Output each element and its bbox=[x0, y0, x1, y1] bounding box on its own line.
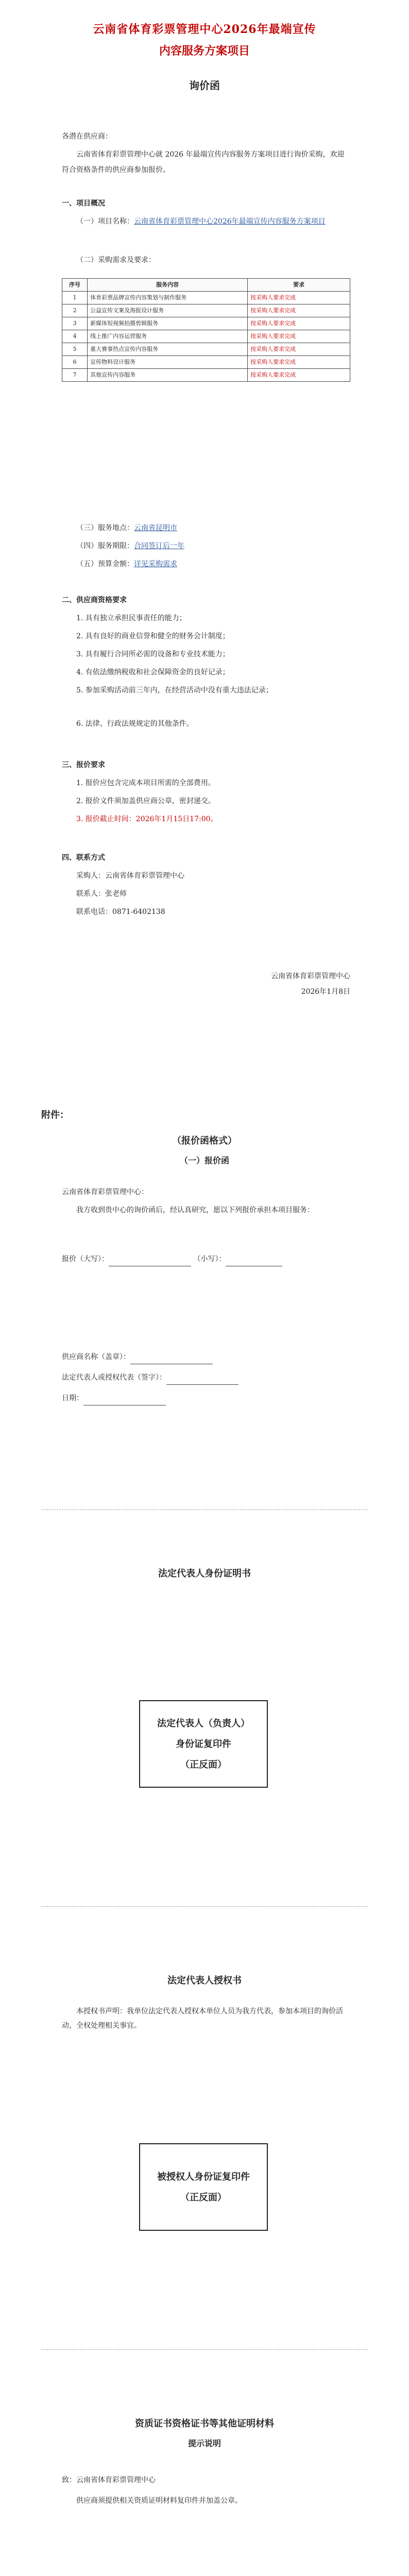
table-row bbox=[62, 304, 350, 317]
section-divider bbox=[41, 2349, 368, 2350]
row-name: 体育彩票品牌宣传内容策划与制作服务 bbox=[88, 292, 248, 304]
attachment-form-title: （报价函格式） bbox=[172, 1136, 237, 1146]
row-req: 按采购人要求完成 bbox=[248, 330, 350, 343]
qual-section-subtitle: 提示说明 bbox=[188, 2438, 221, 2448]
auth-box-line: （正反面） bbox=[180, 2192, 227, 2203]
attachment-head: 附件： bbox=[41, 1110, 69, 1121]
price-uppercase-field[interactable] bbox=[109, 1256, 191, 1266]
form-date-line bbox=[62, 1391, 350, 1405]
id-section-title: 法定代表人身份证明书 bbox=[158, 1568, 251, 1579]
form-supplier-line bbox=[62, 1350, 350, 1364]
table-row bbox=[62, 369, 350, 382]
budget-value: 详见采购需求 bbox=[134, 560, 177, 568]
row-req: 按采购人要求完成 bbox=[248, 343, 350, 356]
service-period-value: 合同签订后一年 bbox=[134, 542, 184, 550]
qualification-item: 1. 具有独立承担民事责任的能力； bbox=[76, 614, 186, 622]
project-name-line bbox=[62, 214, 350, 229]
row-no: 3 bbox=[62, 317, 88, 330]
form-supplier-label: 供应商名称（盖章）： bbox=[62, 1353, 130, 1361]
service-period-prefix: （四）服务期限： bbox=[76, 542, 134, 550]
id-box-line: 身份证复印件 bbox=[176, 1739, 231, 1750]
service-location bbox=[62, 520, 350, 536]
form-price-label: 报价（大写）： bbox=[62, 1255, 109, 1263]
row-name: 重大赛事热点宣传内容服务 bbox=[88, 343, 248, 356]
auth-id-copy-box bbox=[139, 2143, 268, 2231]
salutation: 各潜在供应商： bbox=[62, 132, 112, 141]
row-name: 线上推广内容运营服务 bbox=[88, 330, 248, 343]
table-header-name: 服务内容 bbox=[88, 279, 248, 292]
row-req: 按采购人要求完成 bbox=[248, 292, 350, 304]
id-box-line: 法定代表人（负责人） bbox=[157, 1718, 250, 1729]
quote-requirements-label: 三、报价要求 bbox=[62, 761, 105, 769]
row-req: 按采购人要求完成 bbox=[248, 356, 350, 369]
requirements-table bbox=[62, 278, 350, 382]
form-body: 我方收到贵中心的询价函后，经认真研究，愿以下列报价承担本项目服务： bbox=[76, 1206, 314, 1214]
qual-line: 供应商须提供相关资质证明材料复印件并加盖公章。 bbox=[76, 2497, 242, 2505]
document-header bbox=[0, 21, 409, 92]
contact-person: 联系人：张老师 bbox=[76, 890, 127, 898]
auth-body: 本授权书声明：我单位法定代表人授权本单位人员为我方代表，参加本项目的询价活动，全权处理相关事宜。 bbox=[62, 2007, 343, 2030]
table-row bbox=[62, 343, 350, 356]
contact-buyer: 采购人：云南省体育彩票管理中心 bbox=[76, 872, 184, 880]
section-project-label: 一、项目概况 bbox=[62, 199, 105, 208]
id-box-line: （正反面） bbox=[180, 1759, 227, 1770]
rep-signature-field[interactable] bbox=[166, 1374, 238, 1385]
row-no: 2 bbox=[62, 304, 88, 317]
table-row bbox=[62, 317, 350, 330]
row-no: 1 bbox=[62, 292, 88, 304]
form-rep-line bbox=[62, 1370, 350, 1385]
document-kind: 询价函 bbox=[189, 79, 220, 92]
project-name: 云南省体育彩票管理中心2026年最端宣传内容服务方案项目 bbox=[134, 217, 326, 226]
qualification-label: 二、供应商资格要求 bbox=[62, 596, 127, 604]
auth-section-title: 法定代表人授权书 bbox=[167, 1975, 242, 1986]
form-addressee: 云南省体育彩票管理中心： bbox=[62, 1188, 148, 1196]
row-name: 宣传物料设计服务 bbox=[88, 356, 248, 369]
auth-box-line: 被授权人身份证复印件 bbox=[157, 2172, 250, 2182]
supplier-name-field[interactable] bbox=[130, 1353, 213, 1364]
quote-requirement-item: 2. 报价文件须加盖供应商公章，密封递交。 bbox=[76, 797, 215, 805]
row-no: 5 bbox=[62, 343, 88, 356]
quote-requirement-item: 3. 报价截止时间：2026年1月15日17:00。 bbox=[76, 815, 218, 823]
table-row bbox=[62, 292, 350, 304]
intro-body: 云南省体育彩票管理中心就 2026 年最端宣传内容服务方案项目进行询价采购，欢迎符合资格条件的供应商参加报价。 bbox=[62, 150, 345, 174]
qual-line: 致：云南省体育彩票管理中心 bbox=[62, 2476, 156, 2484]
row-req: 按采购人要求完成 bbox=[248, 304, 350, 317]
qualification-item: 3. 具有履行合同所必需的设备和专业技术能力； bbox=[76, 650, 230, 658]
table-header-req: 要求 bbox=[248, 279, 350, 292]
date-field[interactable] bbox=[83, 1395, 166, 1405]
form-price-line bbox=[62, 1252, 350, 1266]
signature-date: 2026年1月8日 bbox=[301, 988, 350, 996]
signature-org: 云南省体育彩票管理中心 bbox=[271, 972, 350, 980]
row-name: 其他宣传内容服务 bbox=[88, 369, 248, 382]
row-req: 按采购人要求完成 bbox=[248, 369, 350, 382]
form-rep-label: 法定代表人或授权代表（签字）： bbox=[62, 1374, 166, 1382]
row-no: 4 bbox=[62, 330, 88, 343]
form-price-small-label: （小写）： bbox=[193, 1255, 226, 1263]
document-title: 云南省体育彩票管理中心2026年最端宣传 bbox=[93, 23, 316, 36]
row-no: 7 bbox=[62, 369, 88, 382]
table-row bbox=[62, 330, 350, 343]
contact-phone: 联系电话：0871-6402138 bbox=[76, 908, 165, 916]
table-header-row bbox=[62, 279, 350, 292]
id-card-copy-box bbox=[139, 1700, 268, 1788]
qualification-item: 4. 有依法缴纳税收和社会保障资金的良好记录； bbox=[76, 668, 230, 676]
row-no: 6 bbox=[62, 356, 88, 369]
qualification-item: 6. 法律、行政法规规定的其他条件。 bbox=[76, 720, 194, 728]
service-location-prefix: （三）服务地点： bbox=[76, 524, 134, 532]
service-period bbox=[62, 538, 350, 554]
document-subtitle: 内容服务方案项目 bbox=[159, 44, 250, 58]
quote-requirement-item: 1. 报价应包含完成本项目所需的全部费用。 bbox=[76, 779, 215, 787]
form-date-label: 日期： bbox=[62, 1394, 83, 1402]
attachment-form-subtitle: （一）报价函 bbox=[179, 1156, 229, 1165]
budget bbox=[62, 556, 350, 572]
table-row bbox=[62, 356, 350, 369]
qualification-item: 2. 具有良好的商业信誉和健全的财务会计制度； bbox=[76, 632, 230, 640]
qualification-item: 5. 参加采购活动前三年内，在经营活动中没有重大违法记录； bbox=[76, 686, 273, 694]
budget-prefix: （五）预算金额： bbox=[76, 560, 134, 568]
row-req: 按采购人要求完成 bbox=[248, 317, 350, 330]
row-name: 新媒体短视频拍摄剪辑服务 bbox=[88, 317, 248, 330]
qual-section-title: 资质证书资格证书等其他证明材料 bbox=[135, 2418, 274, 2429]
requirement-label: （二）采购需求及要求： bbox=[76, 256, 156, 264]
service-location-value: 云南省昆明市 bbox=[134, 524, 177, 532]
project-name-prefix: （一）项目名称： bbox=[76, 217, 134, 226]
contact-label: 四、联系方式 bbox=[62, 854, 105, 862]
price-number-field[interactable] bbox=[226, 1256, 282, 1266]
section-divider bbox=[41, 1906, 368, 1907]
row-name: 公益宣传文案及海报设计服务 bbox=[88, 304, 248, 317]
signature-block bbox=[62, 969, 350, 999]
table-header-no: 序号 bbox=[62, 279, 88, 292]
